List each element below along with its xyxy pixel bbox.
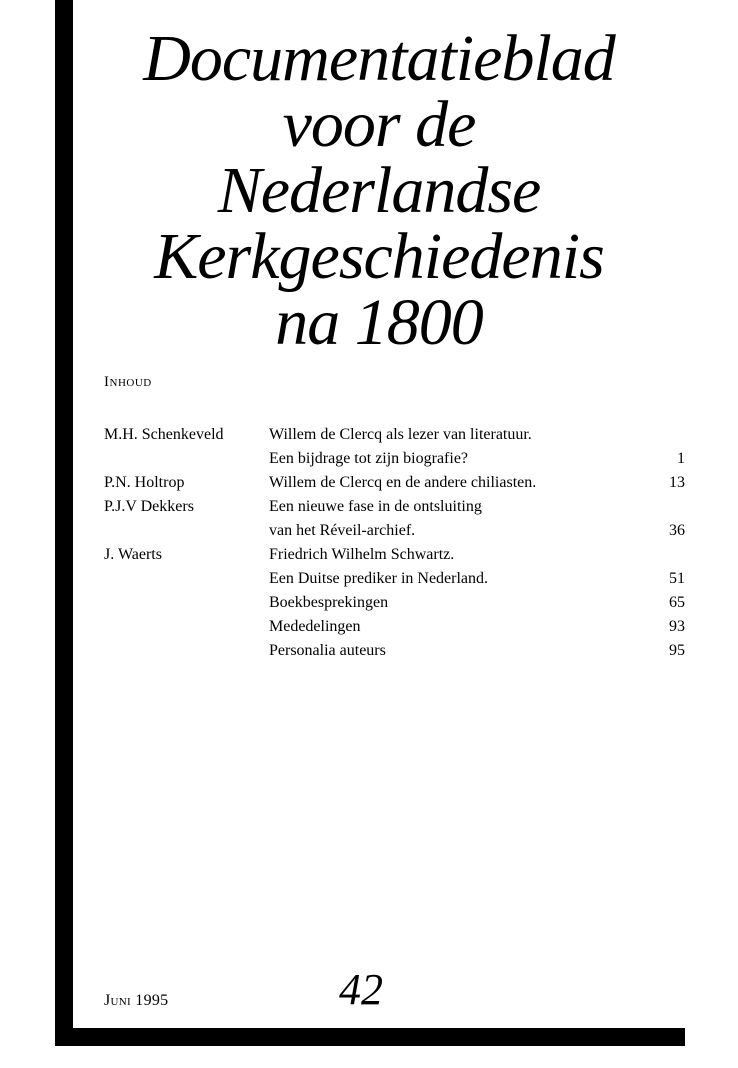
toc-row: [104, 639, 685, 663]
toc-title: Friedrich Wilhelm Schwartz.: [269, 546, 455, 563]
title-line-1: Documentatieblad: [143, 22, 615, 95]
left-border-bar: [55, 0, 73, 1046]
toc-title: van het Réveil-archief.: [269, 522, 416, 539]
title-line-3: Nederlandse: [217, 154, 541, 227]
toc-author: M.H. Schenkeveld: [104, 426, 224, 443]
issue-number: 42: [339, 965, 383, 1014]
toc-title: Personalia auteurs: [269, 642, 386, 659]
toc-author: P.N. Holtrop: [104, 474, 185, 491]
toc-author: P.J.V Dekkers: [104, 498, 194, 515]
toc-row: [104, 519, 685, 543]
toc-page: 95: [669, 642, 685, 659]
title-line-2: voor de: [282, 88, 476, 161]
issue-date: Juni 1995: [104, 992, 169, 1009]
toc-title: Mededelingen: [269, 618, 361, 635]
toc-page: 36: [669, 522, 685, 539]
toc-row: [104, 495, 685, 519]
toc-row: [104, 447, 685, 471]
toc-row: [104, 591, 685, 615]
toc-page: 65: [669, 594, 685, 611]
contents-heading: Inhoud: [104, 374, 152, 390]
toc-row: [104, 543, 685, 567]
toc-row: [104, 423, 685, 447]
table-of-contents: [104, 423, 685, 663]
toc-author: J. Waerts: [104, 546, 162, 563]
toc-row: [104, 615, 685, 639]
bottom-border-bar: [55, 1028, 685, 1046]
toc-page: 93: [669, 618, 685, 635]
toc-title: Een nieuwe fase in de ontsluiting: [269, 498, 482, 515]
toc-title: Willem de Clercq en de andere chiliasten.: [269, 474, 537, 491]
toc-page: 13: [669, 474, 685, 491]
toc-title: Een Duitse prediker in Nederland.: [269, 570, 489, 587]
toc-row: [104, 471, 685, 495]
toc-page: 1: [677, 450, 685, 467]
title-line-4: Kerkgeschiedenis: [154, 220, 604, 293]
toc-page: 51: [669, 570, 685, 587]
toc-title: Boekbesprekingen: [269, 594, 389, 611]
toc-row: [104, 567, 685, 591]
journal-title: [73, 22, 685, 359]
toc-title: Een bijdrage tot zijn biografie?: [269, 450, 469, 467]
toc-title: Willem de Clercq als lezer van literatuur.: [269, 426, 532, 443]
title-line-5: na 1800: [275, 286, 483, 359]
